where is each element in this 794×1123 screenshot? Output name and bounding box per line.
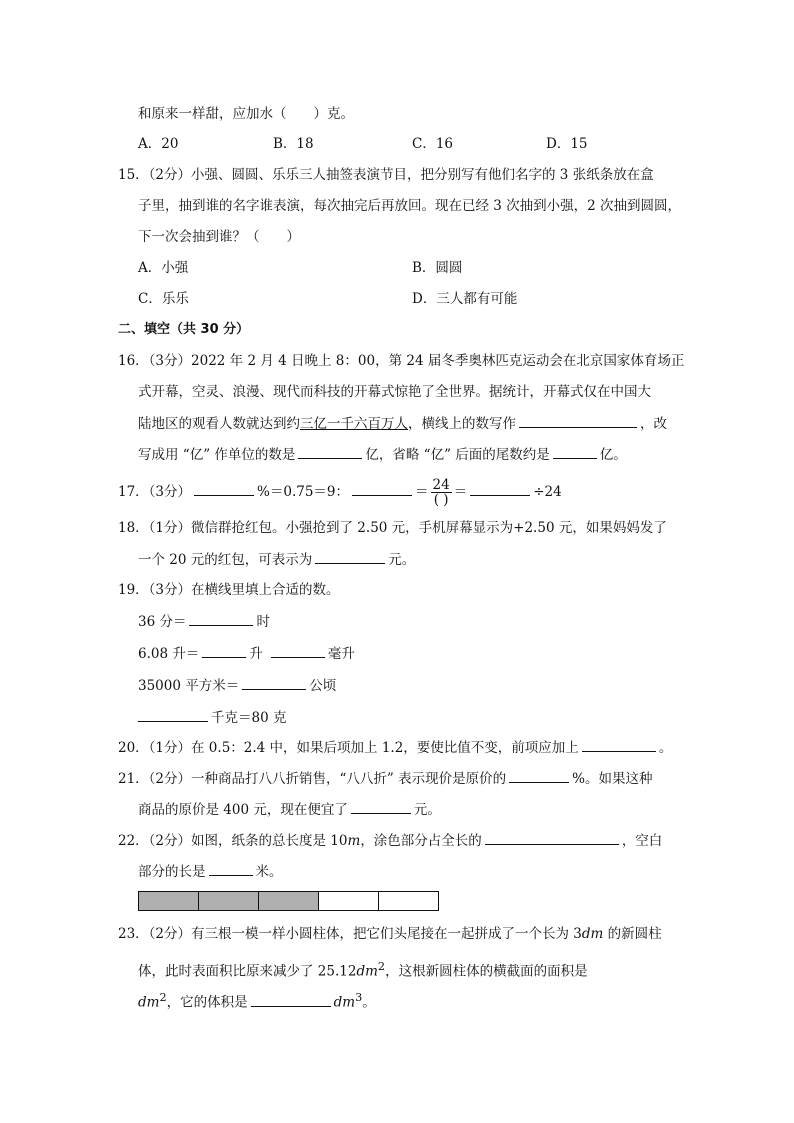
q19-row-2-prefix: 6.08 升＝	[138, 646, 200, 662]
q21-line-1	[118, 768, 652, 789]
q16-line-2: 式开幕，空灵、浪漫、现代而科技的开幕式惊艳了全世界。据统计，开幕式仅在中国大	[138, 384, 651, 400]
q22-line-1	[118, 830, 662, 851]
q19-row-3-unit: 公顷	[309, 678, 337, 694]
q15-line-3: 下一次会抽到谁？（ ）	[138, 229, 300, 245]
q16-line-4	[138, 444, 627, 465]
q14-option-b: B．18	[273, 136, 314, 152]
q16-blank-1[interactable]	[519, 413, 637, 428]
q19-blank-5[interactable]	[138, 707, 208, 722]
q23-line-3-unit-2: dm	[333, 994, 356, 1011]
q22-line-2-prefix: 部分的长是	[138, 864, 206, 880]
q20-suffix: 。	[658, 740, 673, 756]
q19-row-4	[138, 707, 286, 728]
q22-line-2	[138, 861, 283, 882]
q21-blank-1[interactable]	[509, 768, 569, 783]
q17-fraction-denominator: ( )	[433, 492, 449, 508]
q23-line-2-prefix: 体，此时表面积比原来减少了 25.12	[138, 963, 357, 980]
strip-segment-filled	[198, 891, 258, 911]
q16-line-1: 16．（3分）2022 年 2 月 4 日晚上 8：00，第 24 届冬季奥林匹克运动会在北京国家体育场正	[118, 353, 685, 369]
q23-line-2-exponent: 2	[377, 960, 386, 973]
q22-blank-2[interactable]	[209, 861, 253, 876]
q20-text: 20．（1分）在 0.5：2.4 中，如果后项加上 1.2，要使比值不变，前项应加上	[118, 740, 579, 756]
q15-line-1: 15．（2分）小强、圆圆、乐乐三人抽签表演节目，把分别写有他们名字的 3 张纸条放在盒	[118, 167, 654, 183]
q19-title: 19．（3分）在横线里填上合适的数。	[118, 582, 340, 598]
q23-line-3-unit: dm	[138, 994, 160, 1011]
q15-option-d: D．三人都有可能	[412, 291, 518, 307]
q18-blank[interactable]	[315, 549, 385, 564]
q16-blank-3[interactable]	[553, 444, 597, 459]
strip-segment-filled	[138, 891, 198, 911]
q23-line-1-unit: dm	[581, 926, 604, 942]
q22-line-1-prefix: 22．（2分）如图，纸条的总长度是 10	[118, 833, 348, 849]
q17-blank-2[interactable]	[352, 481, 412, 496]
q16-blank-2[interactable]	[298, 444, 362, 459]
strip-segment-blank	[318, 891, 378, 911]
q21-line-1-prefix: 21．（2分）一种商品打八八折销售，“八八折” 表示现价是原价的	[118, 771, 507, 787]
q16-line-3	[138, 413, 667, 434]
q22-line-1-mid: ，涂色部分占全长的	[360, 833, 482, 849]
q22-line-1-suffix: ，空白	[621, 833, 663, 849]
q19-blank-1[interactable]	[189, 611, 253, 626]
q15-line-2: 子里，抽到谁的名字谁表演，每次抽完后再放回。现在已经 3 次抽到小强，2 次抽到圆圆，	[138, 198, 682, 214]
q23-line-3-exponent-2: 3	[355, 991, 363, 1004]
q22-blank-1[interactable]	[485, 830, 619, 845]
q23-line-2	[138, 957, 588, 982]
q19-row-2-unit-2: 毫升	[327, 646, 355, 662]
q14-tail-text: 和原来一样甜，应加水（ ）克。	[138, 106, 354, 122]
q17-blank-1[interactable]	[194, 481, 254, 496]
q16-line-4-mid: 亿，省略 “亿” 后面的尾数约是	[365, 447, 550, 463]
q19-row-1-unit: 时	[256, 614, 270, 630]
q17-line	[118, 478, 562, 507]
q23-line-1	[118, 924, 662, 944]
q17-fraction	[431, 478, 452, 507]
strip-segment-blank	[378, 891, 439, 911]
q15-option-a: A．小强	[138, 260, 189, 276]
q18-line-2-suffix: 元。	[388, 552, 416, 568]
q14-option-d: D．15	[546, 136, 588, 152]
q19-blank-3[interactable]	[271, 643, 325, 658]
q15-option-b: B．圆圆	[412, 260, 463, 276]
q16-line-4-suffix: 亿。	[599, 447, 627, 463]
q19-row-1-prefix: 36 分＝	[138, 614, 187, 630]
q23-line-1-prefix: 23．（2分）有三根一模一样小圆柱体，把它们头尾接在一起拼成了一个长为 3	[118, 926, 582, 942]
q15-option-c: C．乐乐	[138, 291, 189, 307]
q19-row-2-unit-1: 升	[249, 646, 263, 662]
q19-blank-2[interactable]	[202, 643, 246, 658]
q22-line-2-suffix: 米。	[255, 864, 283, 880]
q17-equals-2: ＝	[453, 484, 468, 500]
q23-line-3	[138, 988, 376, 1013]
q19-row-3-prefix: 35000 平方米＝	[138, 678, 240, 694]
q19-row-1	[138, 611, 270, 632]
q22-unit: m	[347, 833, 361, 849]
q20-line	[118, 737, 672, 758]
q20-blank[interactable]	[582, 737, 656, 752]
q17-prefix: 17．（3分）	[118, 484, 192, 500]
q23-line-2-suffix: ，这根新圆柱体的横截面的面积是	[385, 963, 588, 980]
q21-line-1-suffix: %。如果这种	[572, 771, 653, 787]
q16-line-4-prefix: 写成用 “亿” 作单位的数是	[138, 447, 296, 463]
q17-percent-text: %＝0.75＝9：	[257, 484, 350, 500]
paper-strip-figure	[138, 891, 439, 911]
q23-line-1-suffix: 的新圆柱	[603, 926, 662, 942]
q16-line-3-mid: ，横线上的数写作	[408, 416, 516, 432]
q21-line-2	[138, 799, 441, 820]
q21-line-2-suffix: 元。	[413, 802, 441, 818]
q21-blank-2[interactable]	[351, 799, 411, 814]
q14-option-c: C．16	[412, 136, 454, 152]
q17-blank-3[interactable]	[470, 481, 530, 496]
q21-line-2-prefix: 商品的原价是 400 元，现在便宜了	[138, 802, 348, 818]
section-heading-fill-in: 二、填空（共 30 分）	[118, 322, 250, 337]
strip-segment-filled	[258, 891, 318, 911]
q19-row-4-suffix: 千克＝80 克	[211, 710, 287, 726]
q14-option-a: A．20	[138, 136, 179, 152]
q18-line-1: 18．（1分）微信群抢红包。小强抢到了 2.50 元，手机屏幕显示为+2.50 元，如果妈妈发了	[118, 520, 667, 536]
q17-fraction-numerator: 24	[432, 477, 450, 493]
q17-equals-1: ＝	[415, 484, 429, 500]
q18-line-2-prefix: 一个 20 元的红包，可表示为	[138, 552, 313, 568]
q18-line-2	[138, 549, 415, 570]
q19-row-3	[138, 675, 336, 696]
q16-line-3-prefix: 陆地区的观看人数就达到约	[138, 416, 300, 432]
q23-line-2-unit: dm	[356, 963, 378, 980]
q23-line-3-prefix: ，它的体积是	[166, 994, 248, 1011]
q23-blank[interactable]	[251, 992, 331, 1007]
q23-line-3-exponent: 2	[159, 991, 167, 1004]
q16-line-3-suffix: ，改	[640, 416, 667, 432]
q19-blank-4[interactable]	[242, 675, 306, 690]
q17-suffix: ÷24	[533, 484, 562, 500]
q19-row-2	[138, 643, 355, 664]
q23-line-3-suffix: 。	[362, 994, 376, 1011]
q16-underlined-number: 三亿一千六百万人	[300, 416, 408, 432]
